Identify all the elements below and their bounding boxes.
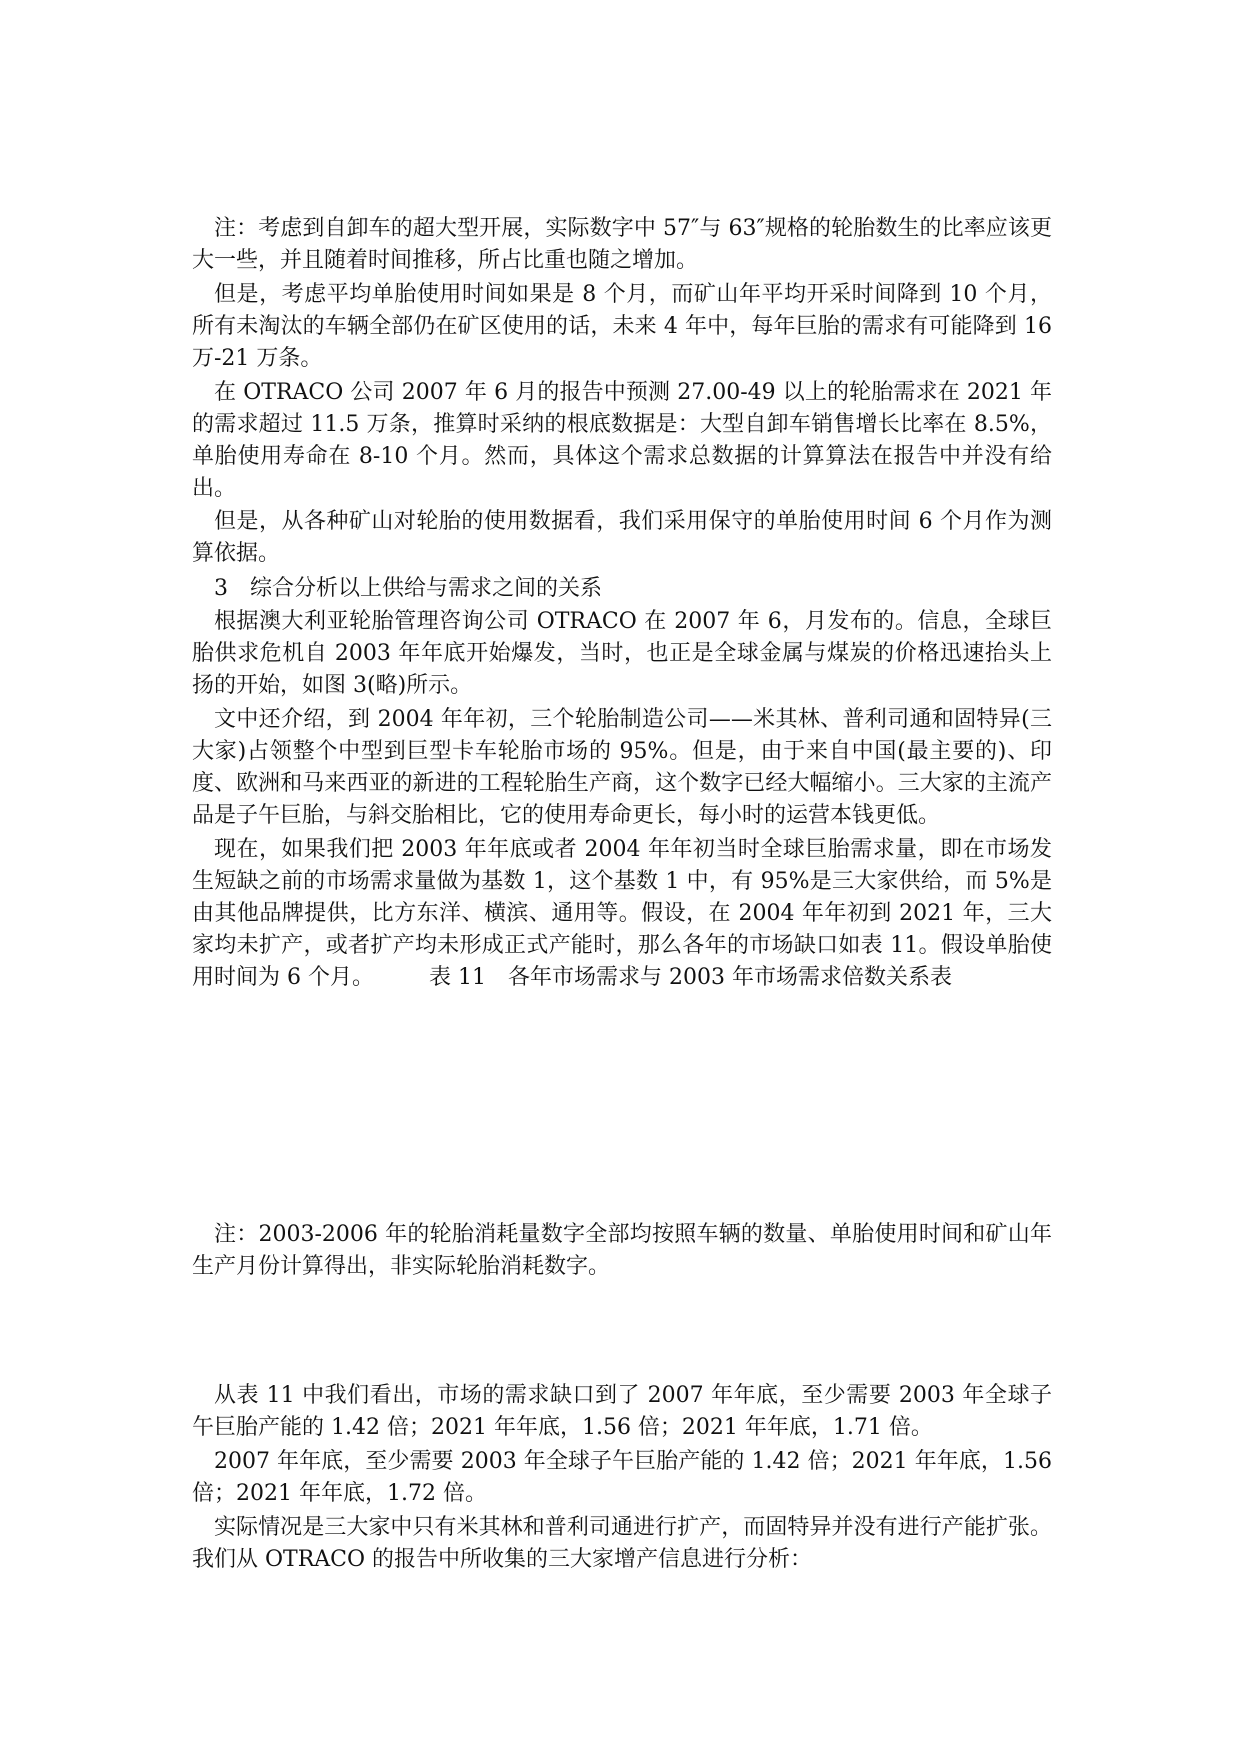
section-heading-3: 3 综合分析以上供给与需求之间的关系 xyxy=(214,576,602,601)
paragraph-otraco-forecast: 在 OTRACO 公司 2007 年 6 月的报告中预测 27.00-49 以上的轮胎需求在 2021 年的需求超过 11.5 万条，推算时采纳的根底数据是：大型自卸车销售增长比率在 8.5%，单胎使用寿命在 8-10 个月。然而，具体这个需求总数据的计算算法在报告中并没有给出。 xyxy=(192,380,1052,501)
note-paragraph-consumption: 注：2003-2006 年的轮胎消耗量数字全部均按照车辆的数量、单胎使用时间和矿山年生产月份计算得出，非实际轮胎消耗数字。 xyxy=(192,1222,1052,1279)
paragraph-table-11-conclusion: 从表 11 中我们看出，市场的需求缺口到了 2007 年年底，至少需要 2003 年全球子午巨胎产能的 1.42 倍；2021 年年底，1.56 倍；2021 年年底，1.71 倍。 xyxy=(192,1383,1052,1440)
paragraph-capacity-multiples: 2007 年年底，至少需要 2003 年全球子午巨胎产能的 1.42 倍；2021 年年底，1.56 倍；2021 年年底，1.72 倍。 xyxy=(192,1449,1052,1506)
paragraph-expansion-analysis: 实际情况是三大家中只有米其林和普利司通进行扩产，而固特异并没有进行产能扩张。我们从 OTRACO 的报告中所收集的三大家增产信息进行分析： xyxy=(192,1515,1052,1572)
paragraph-conservative-basis: 但是，从各种矿山对轮胎的使用数据看，我们采用保守的单胎使用时间 6 个月作为测算依据。 xyxy=(192,509,1052,566)
paragraph-supply-crisis: 根据澳大利亚轮胎管理咨询公司 OTRACO 在 2007 年 6，月发布的。信息，全球巨胎供求危机自 2003 年年底开始爆发，当时，也正是全球金属与煤炭的价格迅速抬头上扬的开始，如图 3(略)所示。 xyxy=(192,609,1052,698)
paragraph-three-majors: 文中还介绍，到 2004 年年初，三个轮胎制造公司——米其林、普利司通和固特异(三大家)占领整个中型到巨型卡车轮胎市场的 95%。但是，由于来自中国(最主要的)、印度、欧洲和马来西亚的新进的工程轮胎生产商，这个数字已经大幅缩小。三大家的主流产品是子午巨胎，与斜交胎相比，它的使用寿命更长，每小时的运营本钱更低。 xyxy=(192,707,1052,828)
paragraph-demand-estimate: 但是，考虑平均单胎使用时间如果是 8 个月，而矿山年平均开采时间降到 10 个月，所有未淘汰的车辆全部仍在矿区使用的话，未来 4 年中，每年巨胎的需求有可能降到 16 万-21 万条。 xyxy=(192,282,1052,371)
paragraph-market-gap: 现在，如果我们把 2003 年年底或者 2004 年年初当时全球巨胎需求量，即在市场发生短缺之前的市场需求量做为基数 1，这个基数 1 中，有 95%是三大家供给，而 5%是由其他品牌提供，比方东洋、横滨、通用等。假设，在 2004 年年初到 2021 年，三大家均未扩产，或者扩产均未形成正式产能时，那么各年的市场缺口如表 11。假设单胎使用时间为 6 个月。 表 11 各年市场需求与 2003 年市场需求倍数关系表 xyxy=(192,837,1052,990)
note-paragraph-tire-ratio: 注：考虑到自卸车的超大型开展，实际数字中 57″与 63″规格的轮胎数生的比率应该更大一些，并且随着时间推移，所占比重也随之增加。 xyxy=(192,216,1052,273)
